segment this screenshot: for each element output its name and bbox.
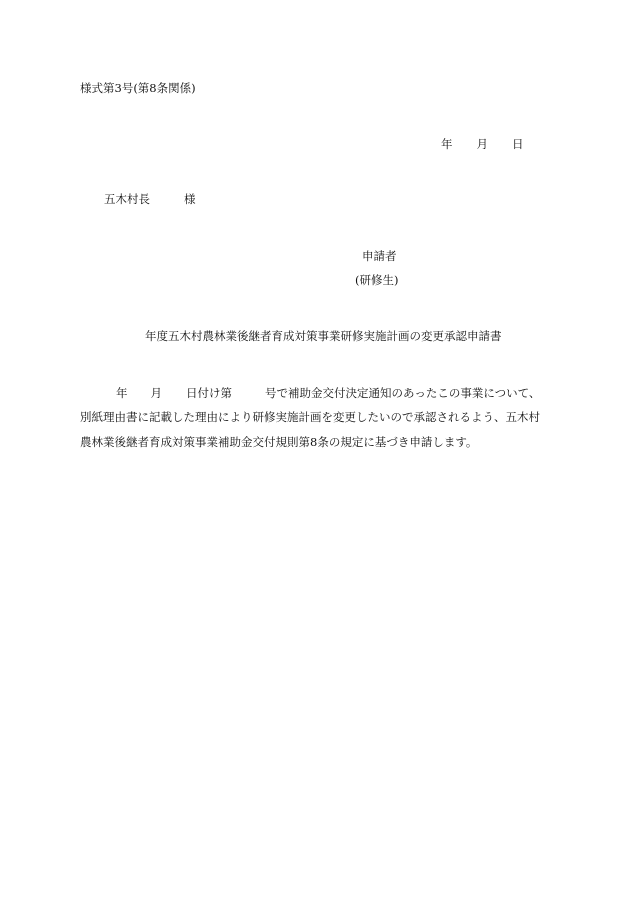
document-title: 年度五木村農林業後継者育成対策事業研修実施計画の変更承認申請書 [145, 329, 502, 343]
addressee-name: 五木村長 [104, 192, 150, 206]
body-line-3: 農林業後継者育成対策事業補助金交付規則第8条の規定に基づき申請します。 [80, 435, 478, 449]
body-date-suffix: 日付け第 [186, 386, 232, 400]
date-day: 日 [512, 137, 524, 151]
applicant-label: 申請者 [362, 249, 397, 263]
date-month: 月 [476, 137, 488, 151]
addressee [104, 194, 196, 206]
date-year: 年 [441, 137, 453, 151]
applicant-role: (研修生) [355, 273, 399, 287]
body-line-1 [116, 388, 540, 400]
addressee-honorific: 様 [184, 192, 196, 206]
body-line-2: 別紙理由書に記載した理由により研修実施計画を変更したいので承認されるよう、五木村 [80, 410, 540, 424]
body-line-1-rest: 号で補助金交付決定通知のあったこの事業について、 [265, 386, 541, 400]
body-year: 年 [116, 386, 128, 400]
body-month: 月 [150, 386, 162, 400]
form-number: 様式第3号(第8条関係) [80, 81, 196, 95]
application-date [441, 139, 524, 151]
